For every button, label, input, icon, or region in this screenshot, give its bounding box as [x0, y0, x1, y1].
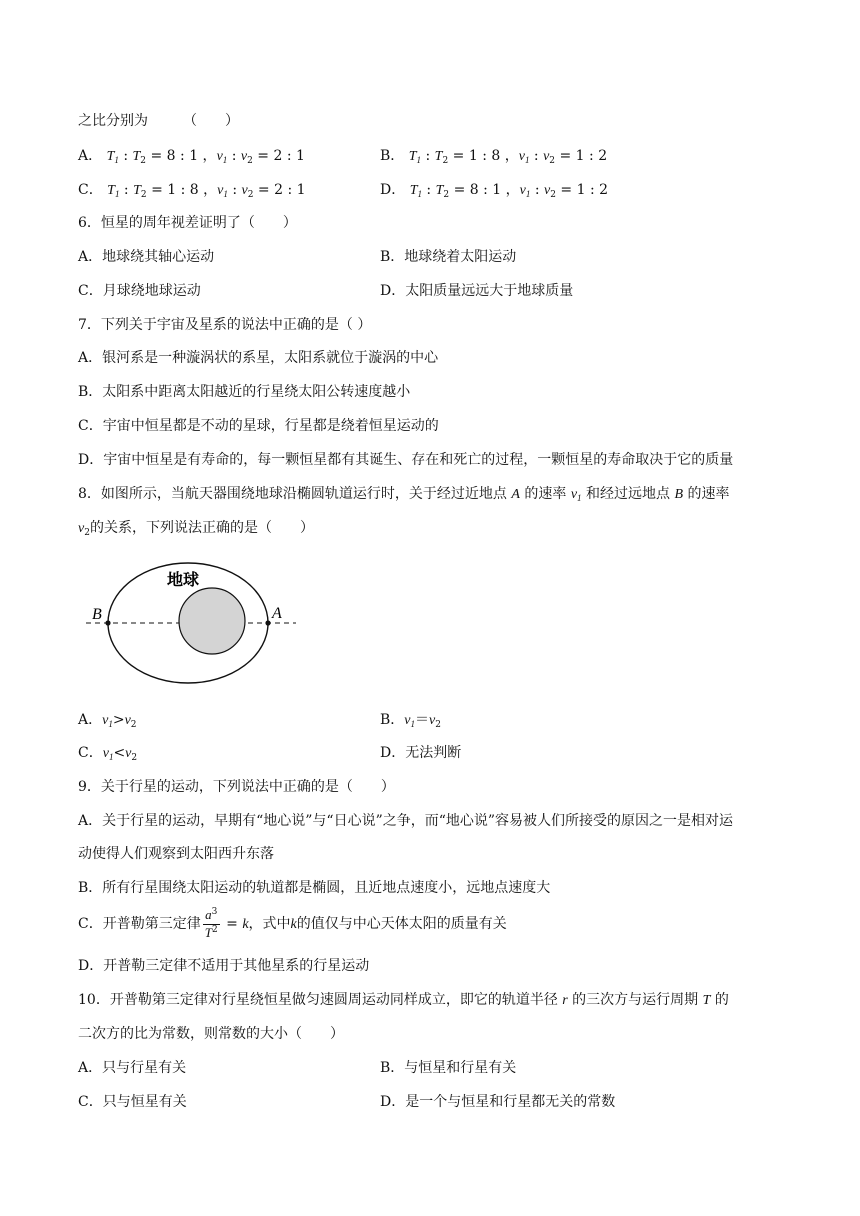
q9-c-text: ，式中	[248, 916, 291, 932]
option-letter: C．	[78, 182, 103, 198]
q5-tail: 之比分别为 （ ）	[78, 113, 239, 129]
option-letter: D．	[380, 182, 406, 198]
speed-ratio: 1 : 2	[576, 182, 609, 198]
q8-option-b[interactable]: B．$v_1=v_2$	[380, 712, 441, 730]
q10-stem-line-2: 二次方的比为常数，则常数的大小（ ）	[78, 1026, 344, 1042]
point-a-ref: A	[511, 487, 520, 502]
q7-option-b[interactable]: B．太阳系中距离太阳越近的行星绕太阳公转速度越小	[78, 384, 411, 400]
orbit-diagram	[84, 555, 304, 691]
option-letter: B．	[380, 712, 405, 728]
point-a-label: A	[272, 605, 282, 622]
option-letter: A．	[78, 148, 103, 164]
q6-stem: 6．恒星的周年视差证明了（ ）	[78, 215, 297, 231]
option-letter: A．	[78, 712, 103, 728]
q6-option-b[interactable]: B．地球绕着太阳运动	[380, 249, 517, 265]
q9-option-b[interactable]: B．所有行星围绕太阳运动的轨道都是椭圆，且近地点速度小，远地点速度大	[78, 880, 551, 896]
point-b-label: B	[92, 606, 102, 623]
relation-sign: >	[112, 712, 125, 728]
point-a-dot	[265, 620, 270, 625]
q8-option-a[interactable]: A．$v_1>v_2$	[78, 712, 137, 730]
q8-stem-line-1: 8．如图所示，当航天器围绕地球沿椭圆轨道运行时，关于经过近地点 A 的速率 $v_1$ 和经过远地点 B 的速率	[78, 486, 730, 503]
q8-stem-text: 8．如图所示，当航天器围绕地球沿椭圆轨道运行时，关于经过近地点	[78, 486, 507, 502]
q6-option-c[interactable]: C．月球绕地球运动	[78, 283, 201, 299]
q5-option-b[interactable]: B． $T_1$ : $T_2 = 1$ : 8 ，$v_1$ : $v_2 = 1$ : 2	[380, 148, 608, 166]
option-letter: C．	[78, 745, 103, 761]
q5-option-c[interactable]: C． $T_1$ : $T_2 = 1$ : 8 ，$v_1$ : $v_2 = 2$ : 1	[78, 182, 306, 200]
earth-label: 地球	[167, 570, 200, 589]
q6-option-a[interactable]: A．地球绕其轴心运动	[78, 249, 215, 265]
relation-sign: <	[113, 745, 126, 761]
q10-stem-text: 10．开普勒第三定律对行星绕恒星做匀速圆周运动同样成立，即它的轨道半径	[78, 992, 558, 1008]
q8-option-d[interactable]: D．无法判断	[380, 745, 462, 761]
q7-option-a[interactable]: A．银河系是一种漩涡状的系星，太阳系就位于漩涡的中心	[78, 350, 439, 366]
q5-option-d[interactable]: D． $T_1$ : $T_2 = 8$ : 1 ，$v_1$ : $v_2 = 1$ : 2	[380, 182, 609, 200]
q8-stem-text: 的速率	[524, 486, 567, 502]
q9-option-a-line-1[interactable]: A．关于行星的运动，早期有“地心说”与“日心说”之争，而“地心说”容易被人们所接受的原因之一是相对运	[78, 813, 734, 829]
q10-stem-line-1: 10．开普勒第三定律对行星绕恒星做匀速圆周运动同样成立，即它的轨道半径 r 的三次方与运行周期 T 的	[78, 992, 729, 1008]
q5-option-a[interactable]: A． $T_1$ : $T_2 = 8$ : 1 ，$v_1$ : $v_2 = 2$ : 1	[78, 148, 305, 166]
q10-stem-text: 的三次方与运行周期	[572, 992, 699, 1008]
q10-option-c[interactable]: C．只与恒星有关	[78, 1094, 187, 1110]
kepler-fraction: $\frac{a^3}{T^2}$	[204, 906, 218, 940]
point-b-ref: B	[674, 487, 684, 502]
period-ratio: 1 : 8	[468, 148, 501, 164]
option-letter: B．	[380, 148, 405, 164]
q7-option-c[interactable]: C．宇宙中恒星都是不动的星球，行星都是绕着恒星运动的	[78, 418, 439, 434]
relation-sign: ＝	[415, 712, 430, 728]
q9-option-a-line-2[interactable]: 动使得人们观察到太阳西升东落	[78, 846, 274, 862]
q10-option-d[interactable]: D．是一个与恒星和行星都无关的常数	[380, 1094, 616, 1110]
speed-ratio: 2 : 1	[274, 182, 306, 198]
q8-stem-text: 和经过远地点	[586, 486, 670, 502]
speed-ratio: 2 : 1	[273, 148, 305, 164]
point-b-dot	[105, 620, 110, 625]
q10-option-b[interactable]: B．与恒星和行星有关	[380, 1060, 517, 1076]
q7-option-d[interactable]: D．宇宙中恒星是有寿命的，每一颗恒星都有其诞生、存在和死亡的过程，一颗恒星的寿命取决于它的质量	[78, 452, 734, 468]
period-ratio: 8 : 1	[166, 148, 199, 164]
q10-option-a[interactable]: A．只与行星有关	[78, 1060, 187, 1076]
earth-circle	[179, 588, 245, 654]
q10-stem-text: 的	[714, 992, 729, 1008]
q9-stem: 9．关于行星的运动，下列说法中正确的是（ ）	[78, 779, 395, 795]
q9-option-d[interactable]: D．开普勒三定律不适用于其他星系的行星运动	[78, 958, 370, 974]
q9-c-text: C．开普勒第三定律	[78, 916, 201, 932]
q8-stem-text: 的速率	[687, 486, 730, 502]
period-ratio: 1 : 8	[167, 182, 199, 198]
q8-stem-text: 的关系，下列说法正确的是（ ）	[89, 520, 314, 536]
q9-option-c[interactable]: C．开普勒第三定律 $\frac{a^3}{T^2}$ = k，式中k的值仅与中心天体太阳的质量有关	[78, 906, 507, 940]
speed-ratio: 1 : 2	[575, 148, 608, 164]
q7-stem: 7．下列关于宇宙及星系的说法中正确的是（ ）	[78, 317, 372, 333]
q9-c-text: 的值仅与中心天体太阳的质量有关	[296, 916, 507, 932]
period-ratio: 8 : 1	[469, 182, 502, 198]
q8-stem-line-2: $v_2$的关系，下列说法正确的是（ ）	[78, 520, 314, 538]
q6-option-d[interactable]: D．太阳质量远远大于地球质量	[380, 283, 574, 299]
q8-option-c[interactable]: C．$v_1<v_2$	[78, 745, 138, 763]
